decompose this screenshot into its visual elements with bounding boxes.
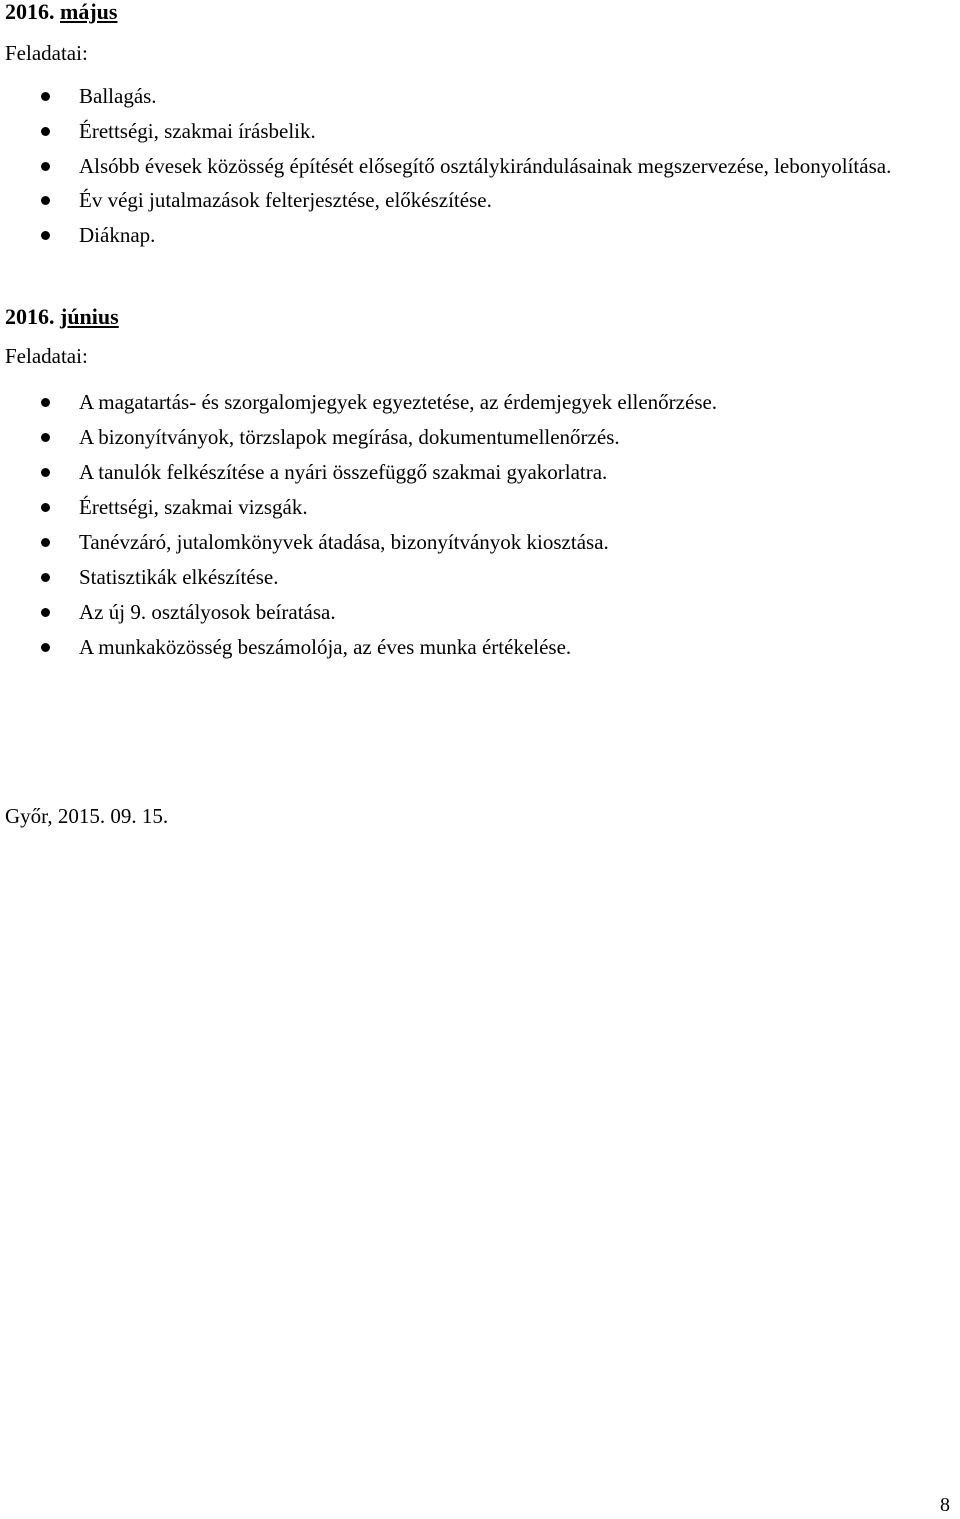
list-item-text: Az új 9. osztályosok beíratása. xyxy=(79,600,336,624)
list-item xyxy=(0,490,960,525)
list-item xyxy=(0,114,960,149)
list-item-text: Érettségi, szakmai írásbelik. xyxy=(79,119,316,143)
list-item-text: Érettségi, szakmai vizsgák. xyxy=(79,495,308,519)
list-item-text: A magatartás- és szorgalomjegyek egyeztetése, az érdemjegyek ellenőrzése. xyxy=(79,390,718,414)
bullet-icon xyxy=(41,538,50,547)
list-item xyxy=(0,218,960,253)
bullet-icon xyxy=(41,92,50,101)
section-heading-may xyxy=(5,0,117,26)
bullet-icon xyxy=(41,196,50,205)
tasks-label: Feladatai: xyxy=(5,41,88,65)
list-item xyxy=(0,560,960,595)
list-item-text: Statisztikák elkészítése. xyxy=(79,565,279,589)
list-item xyxy=(0,630,960,665)
bullet-icon xyxy=(41,573,50,582)
task-list-june xyxy=(0,385,960,665)
page-number: 8 xyxy=(940,1494,950,1516)
heading-month: május xyxy=(60,0,118,24)
heading-month: június xyxy=(60,304,119,329)
list-item-text: A munkaközösség beszámolója, az éves munka értékelése. xyxy=(79,635,572,659)
bullet-icon xyxy=(41,398,50,407)
bullet-icon xyxy=(41,162,50,171)
list-item xyxy=(0,455,960,490)
list-item xyxy=(0,79,960,114)
list-item-text: Ballagás. xyxy=(79,84,157,108)
place-date: Győr, 2015. 09. 15. xyxy=(5,804,169,828)
list-item-text: Év végi jutalmazások felterjesztése, előkészítése. xyxy=(79,188,492,212)
task-list-may xyxy=(0,79,960,253)
heading-year: 2016. xyxy=(5,304,55,329)
list-item-text: Tanévzáró, jutalomkönyvek átadása, bizonyítványok kiosztása. xyxy=(79,530,609,554)
list-item-text: A bizonyítványok, törzslapok megírása, dokumentumellenőrzés. xyxy=(79,425,620,449)
bullet-icon xyxy=(41,468,50,477)
bullet-icon xyxy=(41,643,50,652)
bullet-icon xyxy=(41,608,50,617)
bullet-icon xyxy=(41,433,50,442)
tasks-label: Feladatai: xyxy=(5,344,88,368)
list-item-text: Alsóbb évesek közösség építését elősegítő osztálykirándulásainak megszervezése, lebonyolítása. xyxy=(79,154,892,178)
list-item xyxy=(0,385,960,420)
bullet-icon xyxy=(41,127,50,136)
list-item xyxy=(0,525,960,560)
list-item xyxy=(0,183,960,218)
heading-year: 2016. xyxy=(5,0,55,24)
list-item-text: A tanulók felkészítése a nyári összefüggő szakmai gyakorlatra. xyxy=(79,460,608,484)
list-item xyxy=(0,149,960,183)
bullet-icon xyxy=(41,231,50,240)
list-item-text: Diáknap. xyxy=(79,223,156,247)
list-item xyxy=(0,420,960,455)
section-heading-june xyxy=(5,303,119,331)
list-item xyxy=(0,595,960,630)
bullet-icon xyxy=(41,503,50,512)
